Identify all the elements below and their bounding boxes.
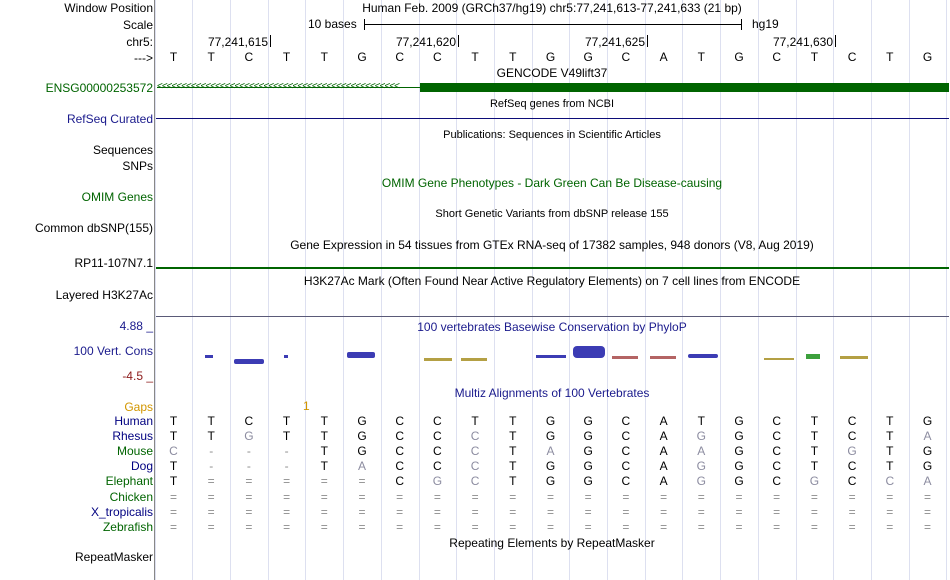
alignment-base: =: [584, 504, 592, 519]
alignment-base: A: [357, 459, 366, 474]
scale-bar: [364, 24, 742, 25]
window-position-value[interactable]: Human Feb. 2009 (GRCh37/hg19) chr5:77,241,613-77,241,633 (21 bp): [362, 1, 742, 15]
alignment-base: G: [545, 414, 556, 428]
alignment-base: C: [395, 444, 405, 459]
alignment-base: G: [583, 444, 593, 459]
alignment-base: T: [886, 444, 894, 459]
gaps-label[interactable]: Gaps: [124, 400, 153, 414]
dbsnp-track-title[interactable]: Short Genetic Variants from dbSNP release 155: [435, 208, 669, 220]
alignment-base: =: [622, 504, 630, 519]
alignment-base: C: [772, 474, 782, 489]
alignment-base: =: [433, 519, 441, 534]
alignment-base: G: [357, 444, 367, 459]
position-tick-label: 77,241,625: [584, 35, 645, 49]
sequence-base: T: [886, 50, 894, 64]
alignment-base: G: [357, 414, 367, 428]
species-label[interactable]: Rhesus: [112, 429, 153, 444]
alignment-base: C: [621, 459, 631, 474]
scale-text: 10 bases: [308, 17, 357, 31]
alignment-base: =: [622, 489, 630, 504]
alignment-base: =: [471, 519, 479, 534]
alignment-base: G: [583, 474, 593, 489]
sequence-base: A: [659, 50, 668, 64]
alignment-base: =: [320, 474, 328, 489]
repeatmasker-track-label[interactable]: RepeatMasker: [74, 550, 153, 564]
alignment-base: G: [696, 459, 706, 474]
alignment-base: G: [545, 429, 556, 444]
position-tick: [270, 35, 271, 47]
alignment-base: C: [847, 414, 857, 428]
position-tick-label: 77,241,620: [395, 35, 456, 49]
alignment-base: =: [735, 489, 743, 504]
species-label[interactable]: Human: [114, 414, 153, 428]
alignment-base: C: [433, 444, 442, 459]
alignment-base: =: [207, 504, 215, 519]
phylop-bar: [347, 352, 375, 358]
alignment-base: G: [734, 429, 744, 444]
alignment-base: C: [433, 459, 442, 474]
scale-bar-right-end: [741, 19, 742, 30]
position-tick: [458, 35, 459, 47]
alignment-base: T: [810, 459, 819, 474]
alignment-base: =: [471, 489, 479, 504]
alignment-base: =: [320, 489, 328, 504]
scale-bar-left-end: [364, 19, 365, 30]
alignment-base: =: [622, 519, 630, 534]
alignment-base: T: [320, 414, 328, 428]
h3k27ac-track-title[interactable]: H3K27Ac Mark (Often Found Near Active Regulatory Elements) on 7 cell lines from ENCODE: [303, 274, 801, 288]
scale-assembly: hg19: [752, 17, 779, 31]
alignment-base: -: [246, 444, 251, 459]
phylop-bar: [205, 355, 213, 358]
alignment-base: =: [471, 504, 479, 519]
alignment-base: G: [847, 444, 857, 459]
alignment-base: T: [320, 444, 328, 459]
alignment-base: T: [320, 429, 328, 444]
alignment-base: C: [395, 414, 405, 428]
alignment-base: T: [886, 414, 894, 428]
alignment-base: G: [545, 459, 556, 474]
alignment-base: T: [810, 429, 819, 444]
alignment-base: G: [244, 429, 254, 444]
position-tick: [835, 35, 836, 47]
alignment-base: G: [734, 474, 744, 489]
species-label[interactable]: Mouse: [116, 444, 153, 459]
alignment-base: G: [432, 474, 443, 489]
alignment-base: =: [810, 519, 818, 534]
alignment-base: G: [545, 474, 556, 489]
gene-intron-line[interactable]: [157, 87, 420, 88]
alignment-base: =: [433, 489, 441, 504]
position-tick-label: 77,241,615: [207, 35, 268, 49]
alignment-base: T: [169, 414, 178, 428]
alignment-base: =: [169, 504, 177, 519]
scale-label: Scale: [122, 18, 153, 32]
alignment-base: =: [207, 474, 215, 489]
species-label[interactable]: Dog: [130, 459, 153, 474]
alignment-base: T: [282, 429, 291, 444]
alignment-base: G: [922, 444, 933, 459]
alignment-base: =: [546, 489, 554, 504]
gaps-count: 1: [303, 399, 310, 413]
alignment-base: =: [923, 519, 931, 534]
alignment-base: C: [772, 459, 782, 474]
publications-snps-label[interactable]: SNPs: [122, 159, 153, 173]
alignment-base: =: [509, 504, 517, 519]
alignment-base: =: [433, 504, 441, 519]
alignment-base: =: [283, 489, 291, 504]
sequence-base: G: [545, 50, 556, 64]
alignment-base: C: [470, 459, 480, 474]
sequence-base: G: [922, 50, 933, 64]
sequence-base: G: [357, 50, 367, 64]
alignment-base: C: [433, 429, 442, 444]
phylop-min-value: -4.5 _: [122, 369, 153, 383]
alignment-base: =: [358, 474, 366, 489]
alignment-base: =: [848, 489, 856, 504]
phylop-bar: [424, 358, 452, 361]
phylop-bar: [650, 356, 676, 359]
alignment-base: =: [660, 489, 668, 504]
alignment-base: =: [396, 489, 404, 504]
alignment-base: =: [735, 519, 743, 534]
alignment-base: G: [357, 429, 367, 444]
alignment-base: T: [207, 414, 215, 428]
alignment-base: =: [886, 519, 894, 534]
window-position-label: Window Position: [64, 1, 153, 15]
gtex-track-title[interactable]: Gene Expression in 54 tissues from GTEx RNA-seq of 17382 samples, 948 donors (V8, Aug 2019): [290, 238, 814, 252]
position-tick-label: 77,241,630: [772, 35, 833, 49]
phylop-bar: [840, 356, 868, 359]
alignment-base: =: [584, 519, 592, 534]
alignment-base: =: [320, 504, 328, 519]
omim-track-title[interactable]: OMIM Gene Phenotypes - Dark Green Can Be Disease-causing: [381, 176, 723, 190]
alignment-base: C: [885, 474, 895, 489]
chrom-label: chr5:: [126, 35, 153, 49]
alignment-base: =: [320, 519, 328, 534]
refseq-track-label[interactable]: RefSeq Curated: [66, 112, 153, 126]
strand-label: --->: [134, 51, 153, 65]
alignment-base: G: [922, 459, 933, 474]
sequence-base: C: [395, 50, 405, 64]
phylop-bar: [764, 358, 794, 360]
alignment-base: =: [245, 504, 253, 519]
alignment-base: C: [395, 459, 405, 474]
alignment-base: C: [847, 459, 857, 474]
alignment-base: C: [847, 474, 857, 489]
alignment-base: =: [207, 519, 215, 534]
gencode-track-title[interactable]: GENCODE V49lift37: [496, 66, 608, 80]
sequence-base: C: [772, 50, 782, 64]
h3k27ac-track-label[interactable]: Layered H3K27Ac: [55, 288, 153, 302]
sequence-base: C: [244, 50, 254, 64]
alignment-base: =: [697, 519, 705, 534]
phylop-bar: [284, 355, 288, 358]
alignment-base: A: [923, 429, 932, 444]
alignment-base: T: [509, 444, 517, 459]
alignment-base: G: [922, 414, 933, 428]
alignment-base: =: [509, 489, 517, 504]
alignment-base: T: [810, 444, 819, 459]
alignment-base: =: [358, 504, 366, 519]
alignment-base: T: [810, 414, 819, 428]
alignment-base: G: [696, 429, 706, 444]
alignment-base: T: [282, 414, 291, 428]
alignment-base: T: [169, 474, 178, 489]
alignment-base: -: [246, 459, 251, 474]
alignment-base: =: [773, 489, 781, 504]
label-track-divider[interactable]: [154, 0, 155, 580]
alignment-base: T: [207, 429, 215, 444]
alignment-base: =: [660, 504, 668, 519]
alignment-base: C: [772, 444, 782, 459]
alignment-base: T: [169, 459, 178, 474]
sequence-base: G: [583, 50, 593, 64]
alignment-base: G: [809, 474, 820, 489]
alignment-base: T: [697, 414, 705, 428]
multiz-track-title[interactable]: Multiz Alignments of 100 Vertebrates: [454, 386, 650, 400]
sequence-base: T: [169, 50, 178, 64]
alignment-base: =: [773, 504, 781, 519]
phylop-track-label[interactable]: 100 Vert. Cons: [73, 344, 153, 358]
phylop-bar: [573, 346, 605, 358]
alignment-base: T: [509, 414, 517, 428]
alignment-base: C: [470, 429, 480, 444]
species-label[interactable]: Zebrafish: [102, 519, 153, 534]
gencode-gene-label[interactable]: ENSG00000253572: [45, 81, 153, 95]
alignment-base: =: [546, 519, 554, 534]
base-gridline: [155, 0, 156, 580]
omim-track-label[interactable]: OMIM Genes: [81, 190, 153, 204]
alignment-base: G: [696, 474, 706, 489]
alignment-base: =: [396, 519, 404, 534]
alignment-base: =: [283, 474, 291, 489]
alignment-base: C: [470, 444, 480, 459]
alignment-base: =: [886, 489, 894, 504]
alignment-base: =: [546, 504, 554, 519]
alignment-base: T: [509, 429, 517, 444]
alignment-base: =: [169, 489, 177, 504]
alignment-base: C: [433, 414, 442, 428]
alignment-base: =: [396, 504, 404, 519]
alignment-base: C: [847, 429, 857, 444]
phylop-track-title[interactable]: 100 vertebrates Basewise Conservation by PhyloP: [417, 320, 687, 334]
alignment-base: A: [546, 444, 555, 459]
publications-sequences-label[interactable]: Sequences: [92, 143, 153, 157]
alignment-base: G: [583, 459, 593, 474]
alignment-base: C: [772, 429, 782, 444]
alignment-base: =: [169, 519, 177, 534]
alignment-base: =: [810, 489, 818, 504]
alignment-base: A: [659, 414, 668, 428]
gtex-gene-line[interactable]: [156, 267, 949, 269]
sequence-base: T: [207, 50, 215, 64]
alignment-base: G: [583, 429, 593, 444]
alignment-base: C: [169, 444, 178, 459]
alignment-base: =: [886, 504, 894, 519]
alignment-base: T: [886, 459, 894, 474]
alignment-base: C: [470, 474, 480, 489]
alignment-base: =: [245, 474, 253, 489]
alignment-base: T: [169, 429, 178, 444]
alignment-base: C: [395, 474, 405, 489]
alignment-base: C: [621, 429, 631, 444]
alignment-base: =: [773, 519, 781, 534]
alignment-base: G: [734, 444, 744, 459]
alignment-base: =: [207, 489, 215, 504]
sequence-base: C: [433, 50, 442, 64]
alignment-base: T: [509, 459, 517, 474]
alignment-base: A: [659, 474, 668, 489]
sequence-base: T: [282, 50, 291, 64]
alignment-base: =: [848, 504, 856, 519]
species-label[interactable]: X_tropicalis: [90, 504, 153, 519]
sequence-base: C: [621, 50, 631, 64]
alignment-base: =: [735, 504, 743, 519]
refseq-gene-line[interactable]: [156, 118, 949, 119]
sequence-base: G: [734, 50, 744, 64]
alignment-base: =: [584, 489, 592, 504]
alignment-base: G: [583, 414, 593, 428]
alignment-base: =: [245, 519, 253, 534]
alignment-base: =: [810, 504, 818, 519]
alignment-base: G: [734, 414, 744, 428]
alignment-base: =: [509, 519, 517, 534]
phylop-bar: [536, 355, 566, 358]
h3k27ac-baseline: [156, 316, 949, 317]
position-tick: [647, 35, 648, 47]
alignment-base: =: [358, 519, 366, 534]
phylop-logo[interactable]: [0, 340, 950, 366]
alignment-base: -: [209, 459, 214, 474]
alignment-base: T: [886, 429, 894, 444]
sequence-base: T: [810, 50, 819, 64]
alignment-base: =: [923, 489, 931, 504]
phylop-bar: [234, 359, 264, 364]
alignment-base: T: [509, 474, 517, 489]
phylop-bar: [461, 358, 487, 361]
sequence-base: T: [471, 50, 479, 64]
alignment-base: -: [209, 444, 214, 459]
alignment-base: =: [923, 504, 931, 519]
alignment-base: C: [621, 444, 631, 459]
alignment-base: A: [923, 474, 932, 489]
alignment-base: A: [659, 444, 668, 459]
alignment-base: C: [621, 414, 631, 428]
refseq-track-title[interactable]: RefSeq genes from NCBI: [489, 98, 615, 110]
alignment-base: =: [245, 489, 253, 504]
sequence-base: T: [320, 50, 328, 64]
alignment-base: =: [697, 489, 705, 504]
alignment-base: C: [621, 474, 631, 489]
sequence-base: C: [847, 50, 857, 64]
gtex-gene-label[interactable]: RP11-107N7.1: [74, 256, 153, 270]
alignment-base: C: [395, 429, 405, 444]
alignment-base: G: [734, 459, 744, 474]
alignment-base: =: [283, 504, 291, 519]
phylop-max-value: 4.88 _: [119, 319, 153, 333]
phylop-bar: [612, 356, 638, 359]
gene-exon-block[interactable]: [420, 83, 949, 92]
dbsnp-track-label[interactable]: Common dbSNP(155): [34, 221, 153, 235]
sequence-base: T: [509, 50, 517, 64]
alignment-base: C: [244, 414, 254, 428]
species-label[interactable]: Elephant: [105, 474, 153, 489]
alignment-base: -: [284, 459, 289, 474]
alignment-base: =: [697, 504, 705, 519]
alignment-base: =: [358, 489, 366, 504]
alignment-base: A: [697, 444, 706, 459]
alignment-base: =: [848, 519, 856, 534]
alignment-base: -: [284, 444, 289, 459]
phylop-bar: [688, 354, 718, 358]
alignment-base: T: [320, 459, 328, 474]
alignment-base: =: [283, 519, 291, 534]
alignment-base: A: [659, 429, 668, 444]
alignment-base: T: [471, 414, 479, 428]
alignment-base: C: [772, 414, 782, 428]
repeatmasker-track-title[interactable]: Repeating Elements by RepeatMasker: [449, 536, 655, 550]
publications-track-title[interactable]: Publications: Sequences in Scientific Articles: [443, 129, 661, 141]
species-label[interactable]: Chicken: [109, 489, 153, 504]
alignment-base: A: [659, 459, 668, 474]
alignment-base: =: [660, 519, 668, 534]
phylop-bar: [806, 354, 820, 359]
sequence-base: T: [697, 50, 705, 64]
